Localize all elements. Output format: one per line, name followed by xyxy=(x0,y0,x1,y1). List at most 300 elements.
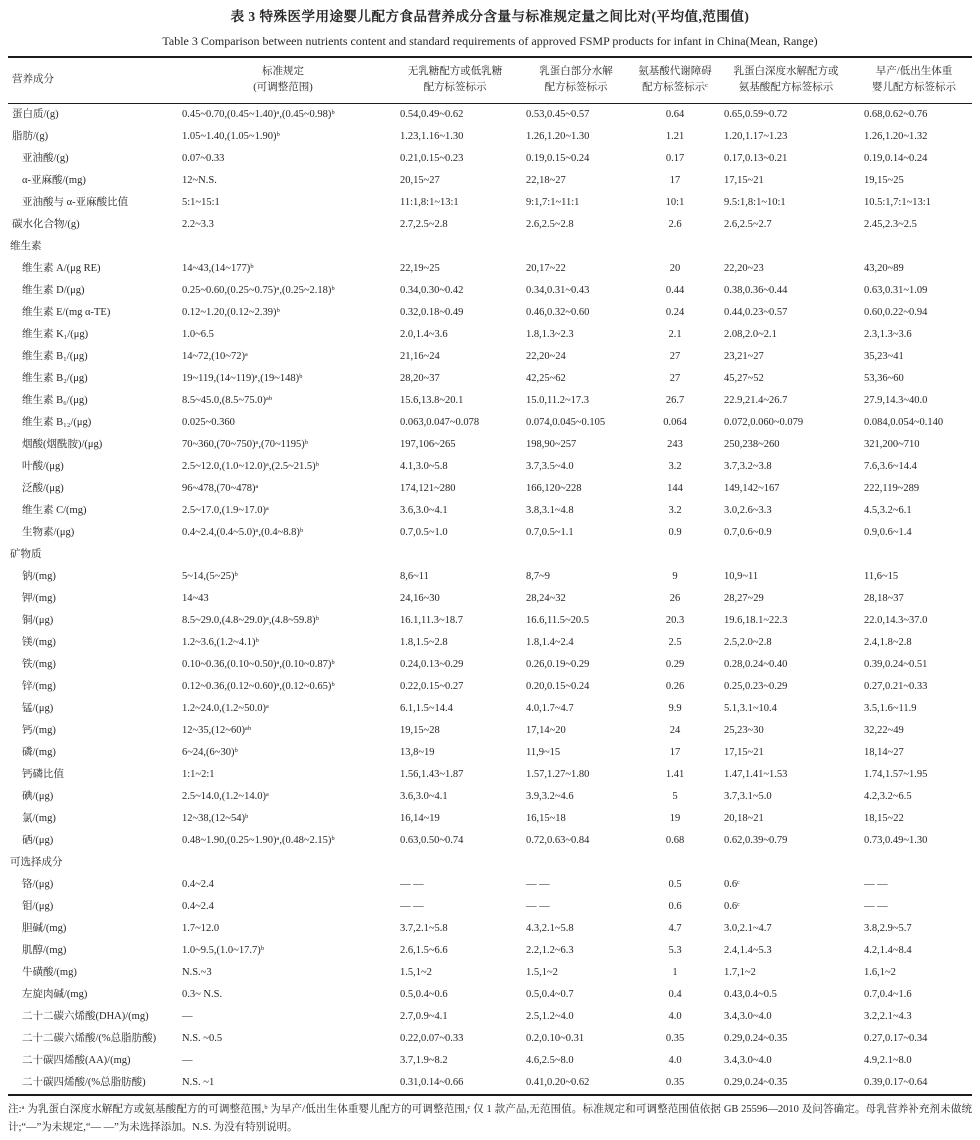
table-row xyxy=(8,1028,972,1050)
table-row xyxy=(8,324,972,346)
table-cell-extensively-hydrolyzed: 3.0,2.1~4.7 xyxy=(724,923,772,934)
table-cell-lactose-free: 3.7,2.1~5.8 xyxy=(400,923,448,934)
table-cell-amino-acid-metabolism: 144 xyxy=(667,483,683,494)
table-cell-preterm: 35,23~41 xyxy=(864,351,904,362)
col-header-line: 乳蛋白部分水解 xyxy=(539,66,613,77)
table-cell-amino-acid-metabolism: 2.1 xyxy=(668,329,682,340)
row-label: 碳水化合物/(g) xyxy=(12,219,80,230)
table-cell-lactose-free: 0.32,0.18~0.49 xyxy=(400,307,464,318)
table-cell-lactose-free: 16.1,11.3~18.7 xyxy=(400,615,464,626)
table-cell-preterm: 0.73,0.49~1.30 xyxy=(864,835,928,846)
table-cell-extensively-hydrolyzed: 28,27~29 xyxy=(724,593,764,604)
table-cell-lactose-free: 0.5,0.4~0.6 xyxy=(400,989,448,1000)
table-cell-standard: 0.25~0.60,(0.25~0.75)ᵃ,(0.25~2.18)ᵇ xyxy=(182,285,335,296)
table-cell-partially-hydrolyzed: 17,14~20 xyxy=(526,725,566,736)
table-cell-standard xyxy=(174,236,392,258)
table-row xyxy=(8,676,972,698)
col-header-line: 标准规定 xyxy=(262,66,304,77)
table-cell-amino-acid-metabolism: 1 xyxy=(672,967,678,978)
table-cell-amino-acid-metabolism: 3.2 xyxy=(668,461,682,472)
table-cell-partially-hydrolyzed: 4.0,1.7~4.7 xyxy=(526,703,574,714)
table-cell-standard: N.S.~3 xyxy=(182,967,212,978)
table-cell-preterm: 4.2,1.4~8.4 xyxy=(864,945,912,956)
table-row xyxy=(8,588,972,610)
table-cell-standard: 0.4~2.4 xyxy=(182,901,214,912)
table-cell-partially-hydrolyzed: 9:1,7:1~11:1 xyxy=(526,197,580,208)
table-cell-preterm: 0.7,0.4~1.6 xyxy=(864,989,912,1000)
table-cell-standard: 19~119,(14~119)ᵃ,(19~148)ᵇ xyxy=(182,373,303,384)
row-label: 维生素 E/(mg α-TE) xyxy=(22,307,111,318)
table-cell-lactose-free: 0.063,0.047~0.078 xyxy=(400,417,480,428)
col-header-preterm-low-birth-weight xyxy=(856,57,972,104)
table-cell-partially-hydrolyzed: 22,18~27 xyxy=(526,175,566,186)
table-cell-preterm: 53,36~60 xyxy=(864,373,904,384)
table-cell-partially-hydrolyzed: 166,120~228 xyxy=(526,483,582,494)
table-cell-lactose-free: — — xyxy=(400,901,424,912)
table-cell-preterm: 2.4,1.8~2.8 xyxy=(864,637,912,648)
table-cell-standard: 14~72,(10~72)ᵃ xyxy=(182,351,248,362)
table-cell-extensively-hydrolyzed: 3.7,3.2~3.8 xyxy=(724,461,772,472)
table-row xyxy=(8,236,972,258)
table-cell-preterm: 1.26,1.20~1.32 xyxy=(864,131,928,142)
table-cell-standard: N.S. ~1 xyxy=(182,1077,215,1088)
table-cell-amino-acid-metabolism: 5.3 xyxy=(668,945,682,956)
col-header-line: 氨基酸代谢障碍 xyxy=(638,66,712,77)
table-row xyxy=(8,302,972,324)
table-cell-lactose-free xyxy=(392,544,518,566)
table-row xyxy=(8,984,972,1006)
table-cell-partially-hydrolyzed: 8,7~9 xyxy=(526,571,551,582)
col-header-line: (可调整范围) xyxy=(253,82,313,93)
table-cell-partially-hydrolyzed: 2.5,1.2~4.0 xyxy=(526,1011,574,1022)
table-cell-standard: 0.48~1.90,(0.25~1.90)ᵃ,(0.48~2.15)ᵇ xyxy=(182,835,335,846)
table-row xyxy=(8,1072,972,1095)
table-cell-amino-acid-metabolism: 5 xyxy=(672,791,678,802)
table-cell-amino-acid-metabolism: 20.3 xyxy=(665,615,685,626)
table-row xyxy=(8,104,972,127)
table-cell-partially-hydrolyzed: 22,20~24 xyxy=(526,351,566,362)
table-row xyxy=(8,764,972,786)
table-cell-extensively-hydrolyzed: 2.4,1.4~5.3 xyxy=(724,945,772,956)
table-cell-extensively-hydrolyzed: 22.9,21.4~26.7 xyxy=(724,395,788,406)
table-cell-preterm: 3.2,2.1~4.3 xyxy=(864,1011,912,1022)
table-cell-extensively-hydrolyzed: 0.7,0.6~0.9 xyxy=(724,527,772,538)
table-cell-lactose-free: 8,6~11 xyxy=(400,571,429,582)
col-header-standard xyxy=(174,57,392,104)
row-label: 二十碳四烯酸/(%总脂肪酸) xyxy=(22,1077,146,1088)
table-cell-preterm xyxy=(856,544,972,566)
table-footnote: 注:ᵃ 为乳蛋白深度水解配方或氨基酸配方的可调整范围,ᵇ 为早产/低出生体重婴儿配方的可调整范围,ᶜ 仅 1 款产品,无范围值。标准规定和可调整范围值依据 GB 25596—2010 及问答确定。母乳营养补充剂未做统计;“—”为未规定,“— —”为未选择添加。N.S. 为没有特别说明。 xyxy=(8,1104,972,1133)
table-cell-extensively-hydrolyzed: 149,142~167 xyxy=(724,483,780,494)
table-cell-standard: — xyxy=(182,1011,193,1022)
col-header-line: 无乳糖配方或低乳糖 xyxy=(407,66,503,77)
table-row xyxy=(8,280,972,302)
row-label: 维生素 C/(mg) xyxy=(22,505,87,516)
table-cell-standard: 1.05~1.40,(1.05~1.90)ᵇ xyxy=(182,131,280,142)
table-cell-preterm: 0.27,0.21~0.33 xyxy=(864,681,928,692)
row-label: 胆碱/(mg) xyxy=(22,923,67,934)
row-label: 脂肪/(g) xyxy=(12,131,49,142)
table-cell-partially-hydrolyzed: 0.19,0.15~0.24 xyxy=(526,153,590,164)
table-cell-lactose-free: 20,15~27 xyxy=(400,175,440,186)
row-label: 可选择成分 xyxy=(10,857,63,868)
row-label: 矿物质 xyxy=(10,549,42,560)
table-cell-standard: 12~35,(12~60)ᵃᵇ xyxy=(182,725,252,736)
table-cell-partially-hydrolyzed: 28,24~32 xyxy=(526,593,566,604)
table-cell-partially-hydrolyzed: 4.6,2.5~8.0 xyxy=(526,1055,574,1066)
table-cell-partially-hydrolyzed: 2.2,1.2~6.3 xyxy=(526,945,574,956)
table-cell-preterm: 4.2,3.2~6.5 xyxy=(864,791,912,802)
row-label: 左旋肉碱/(mg) xyxy=(22,989,88,1000)
table-row xyxy=(8,258,972,280)
table-cell-amino-acid-metabolism: 9.9 xyxy=(668,703,682,714)
table-cell-standard: 1.0~6.5 xyxy=(182,329,214,340)
table-cell-preterm: 28,18~37 xyxy=(864,593,904,604)
table-cell-partially-hydrolyzed: 0.34,0.31~0.43 xyxy=(526,285,590,296)
table-cell-standard: 70~360,(70~750)ᵃ,(70~1195)ᵇ xyxy=(182,439,309,450)
table-cell-amino-acid-metabolism: 0.064 xyxy=(663,417,687,428)
table-cell-lactose-free: 0.31,0.14~0.66 xyxy=(400,1077,464,1088)
col-header-line: 配方标签标示ᶜ xyxy=(642,82,708,93)
table-cell-standard: 0.4~2.4 xyxy=(182,879,214,890)
table-cell-standard: 2.5~17.0,(1.9~17.0)ᵃ xyxy=(182,505,269,516)
table-cell-partially-hydrolyzed: 0.074,0.045~0.105 xyxy=(526,417,606,428)
table-cell-extensively-hydrolyzed: 5.1,3.1~10.4 xyxy=(724,703,777,714)
table-cell-partially-hydrolyzed: 0.72,0.63~0.84 xyxy=(526,835,590,846)
table-cell-standard: 14~43,(14~177)ᵇ xyxy=(182,263,254,274)
table-cell-lactose-free: 1.8,1.5~2.8 xyxy=(400,637,448,648)
row-label: 二十二碳六烯酸/(%总脂肪酸) xyxy=(22,1033,157,1044)
table-cell-extensively-hydrolyzed: 0.62,0.39~0.79 xyxy=(724,835,788,846)
table-row xyxy=(8,940,972,962)
row-label: 硒/(μg) xyxy=(22,835,54,846)
col-header-extensively-hydrolyzed xyxy=(716,57,856,104)
table-cell-preterm: 0.19,0.14~0.24 xyxy=(864,153,928,164)
table-cell-amino-acid-metabolism: 1.21 xyxy=(665,131,685,142)
table-row xyxy=(8,654,972,676)
table-cell-partially-hydrolyzed: 1.57,1.27~1.80 xyxy=(526,769,590,780)
table-cell-extensively-hydrolyzed: 0.29,0.24~0.35 xyxy=(724,1033,788,1044)
row-label: 维生素 B₁₂/(μg) xyxy=(22,417,92,428)
table-cell-standard: 8.5~45.0,(8.5~75.0)ᵃᵇ xyxy=(182,395,273,406)
table-cell-amino-acid-metabolism: 0.4 xyxy=(668,989,682,1000)
table-cell-standard: 1.7~12.0 xyxy=(182,923,220,934)
table-cell-standard: 1.2~3.6,(1.2~4.1)ᵇ xyxy=(182,637,259,648)
table-cell-extensively-hydrolyzed: 250,238~260 xyxy=(724,439,780,450)
table-cell-amino-acid-metabolism: 10:1 xyxy=(665,197,685,208)
table-cell-amino-acid-metabolism: 0.17 xyxy=(665,153,685,164)
table-row xyxy=(8,544,972,566)
table-cell-standard xyxy=(174,544,392,566)
table-cell-preterm: 0.084,0.054~0.140 xyxy=(864,417,944,428)
table-cell-partially-hydrolyzed: 20,17~22 xyxy=(526,263,566,274)
table-cell-lactose-free: 24,16~30 xyxy=(400,593,440,604)
table-cell-preterm: 11,6~15 xyxy=(864,571,899,582)
table-cell-lactose-free: 0.34,0.30~0.42 xyxy=(400,285,464,296)
table-cell-preterm: 18,14~27 xyxy=(864,747,904,758)
table-cell-lactose-free: 16,14~19 xyxy=(400,813,440,824)
table-cell-extensively-hydrolyzed: 19.6,18.1~22.3 xyxy=(724,615,788,626)
table-cell-partially-hydrolyzed: 0.2,0.10~0.31 xyxy=(526,1033,585,1044)
table-cell-lactose-free: 1.23,1.16~1.30 xyxy=(400,131,464,142)
row-label: 维生素 xyxy=(10,241,42,252)
table-cell-preterm: 32,22~49 xyxy=(864,725,904,736)
table-cell-partially-hydrolyzed: 2.6,2.5~2.8 xyxy=(526,219,574,230)
table-cell-partially-hydrolyzed: 15.0,11.2~17.3 xyxy=(526,395,590,406)
table-cell-partially-hydrolyzed: 0.20,0.15~0.24 xyxy=(526,681,590,692)
table-cell-preterm: 1.6,1~2 xyxy=(864,967,896,978)
table-cell-preterm: — — xyxy=(864,879,888,890)
table-cell-preterm: 2.3,1.3~3.6 xyxy=(864,329,912,340)
table-cell-standard: 6~24,(6~30)ᵇ xyxy=(182,747,238,758)
table-row xyxy=(8,1006,972,1028)
row-label: 维生素 K₁/(μg) xyxy=(22,329,89,340)
table-cell-partially-hydrolyzed: — — xyxy=(526,879,550,890)
row-label: 钼/(μg) xyxy=(22,901,54,912)
table-cell-amino-acid-metabolism: 26 xyxy=(669,593,681,604)
table-cell-standard: 0.4~2.4,(0.4~5.0)ᵃ,(0.4~8.8)ᵇ xyxy=(182,527,304,538)
table-cell-extensively-hydrolyzed: 0.6ᶜ xyxy=(724,901,740,912)
table-cell-lactose-free: 197,106~265 xyxy=(400,439,456,450)
table-cell-amino-acid-metabolism: 26.7 xyxy=(665,395,685,406)
table-cell-amino-acid-metabolism: 0.6 xyxy=(668,901,682,912)
table-cell-amino-acid-metabolism: 9 xyxy=(672,571,678,582)
table-cell-lactose-free: 28,20~37 xyxy=(400,373,440,384)
table-cell-standard: 14~43 xyxy=(182,593,209,604)
table-row xyxy=(8,148,972,170)
table-cell-amino-acid-metabolism xyxy=(634,852,716,874)
table-cell-partially-hydrolyzed: 0.26,0.19~0.29 xyxy=(526,659,590,670)
table-cell-preterm: 0.39,0.24~0.51 xyxy=(864,659,928,670)
table-cell-extensively-hydrolyzed: 1.7,1~2 xyxy=(724,967,756,978)
table-cell-lactose-free: 2.6,1.5~6.6 xyxy=(400,945,448,956)
table-cell-standard: 0.025~0.360 xyxy=(182,417,235,428)
table-row xyxy=(8,962,972,984)
table-cell-preterm: 1.74,1.57~1.95 xyxy=(864,769,928,780)
table-cell-amino-acid-metabolism: 0.35 xyxy=(665,1033,685,1044)
row-label: 氯/(mg) xyxy=(22,813,56,824)
table-cell-standard: 0.3~ N.S. xyxy=(182,989,223,1000)
table-cell-lactose-free: 4.1,3.0~5.8 xyxy=(400,461,448,472)
table-cell-partially-hydrolyzed xyxy=(518,544,634,566)
nutrients-comparison-table xyxy=(8,56,972,1096)
table-cell-extensively-hydrolyzed: 9.5:1,8:1~10:1 xyxy=(724,197,786,208)
row-label: 碘/(μg) xyxy=(22,791,54,802)
table-cell-standard: 12~N.S. xyxy=(182,175,217,186)
row-label: 蛋白质/(g) xyxy=(12,109,59,120)
row-label: 维生素 B₂/(μg) xyxy=(22,373,88,384)
table-cell-lactose-free xyxy=(392,852,518,874)
table-cell-partially-hydrolyzed: 42,25~62 xyxy=(526,373,566,384)
row-label: 维生素 A/(μg RE) xyxy=(22,263,101,274)
table-cell-partially-hydrolyzed xyxy=(518,236,634,258)
row-label: 泛酸/(μg) xyxy=(22,483,64,494)
table-cell-preterm: 0.27,0.17~0.34 xyxy=(864,1033,928,1044)
row-label: 叶酸/(μg) xyxy=(22,461,64,472)
table-cell-preterm: 0.63,0.31~1.09 xyxy=(864,285,928,296)
table-cell-amino-acid-metabolism: 3.2 xyxy=(668,505,682,516)
table-cell-lactose-free: 0.22,0.07~0.33 xyxy=(400,1033,464,1044)
table-cell-amino-acid-metabolism: 0.64 xyxy=(665,109,685,120)
table-cell-lactose-free: 2.7,2.5~2.8 xyxy=(400,219,448,230)
table-row xyxy=(8,632,972,654)
table-cell-partially-hydrolyzed: 3.7,3.5~4.0 xyxy=(526,461,574,472)
row-label: 亚油酸/(g) xyxy=(22,153,69,164)
col-header-line: 营养成分 xyxy=(12,74,54,85)
table-header-row xyxy=(8,57,972,104)
table-cell-extensively-hydrolyzed: 3.0,2.6~3.3 xyxy=(724,505,772,516)
table-row xyxy=(8,786,972,808)
table-cell-standard xyxy=(174,852,392,874)
table-cell-partially-hydrolyzed: 3.9,3.2~4.6 xyxy=(526,791,574,802)
table-title-english: Table 3 Comparison between nutrients content and standard requirements of approved FSMP products for infant in China(Mean, Range) xyxy=(162,34,818,48)
table-cell-standard: 1.0~9.5,(1.0~17.7)ᵇ xyxy=(182,945,264,956)
table-cell-standard: 12~38,(12~54)ᵇ xyxy=(182,813,249,824)
row-label: 肌醇/(mg) xyxy=(22,945,67,956)
table-cell-lactose-free: 1.56,1.43~1.87 xyxy=(400,769,464,780)
table-cell-amino-acid-metabolism: 4.7 xyxy=(668,923,682,934)
table-cell-amino-acid-metabolism: 4.0 xyxy=(668,1055,682,1066)
table-cell-extensively-hydrolyzed: 2.08,2.0~2.1 xyxy=(724,329,777,340)
table-cell-standard: 0.12~0.36,(0.12~0.60)ᵃ,(0.12~0.65)ᵇ xyxy=(182,681,335,692)
table-cell-lactose-free: 19,15~28 xyxy=(400,725,440,736)
table-cell-amino-acid-metabolism: 0.24 xyxy=(665,307,685,318)
table-cell-lactose-free: 11:1,8:1~13:1 xyxy=(400,197,459,208)
table-cell-lactose-free: 0.63,0.50~0.74 xyxy=(400,835,464,846)
table-cell-preterm: 222,119~289 xyxy=(864,483,920,494)
table-cell-amino-acid-metabolism: 0.5 xyxy=(668,879,682,890)
table-cell-preterm: — — xyxy=(864,901,888,912)
table-row xyxy=(8,500,972,522)
table-cell-amino-acid-metabolism: 27 xyxy=(669,351,681,362)
table-cell-extensively-hydrolyzed: 22,20~23 xyxy=(724,263,764,274)
table-cell-preterm: 4.5,3.2~6.1 xyxy=(864,505,912,516)
table-cell-lactose-free: 22,19~25 xyxy=(400,263,440,274)
table-row xyxy=(8,610,972,632)
col-header-line: 配方标签标示 xyxy=(544,82,608,93)
table-row xyxy=(8,412,972,434)
table-row xyxy=(8,170,972,192)
table-cell-standard: 0.07~0.33 xyxy=(182,153,225,164)
table-row xyxy=(8,698,972,720)
table-cell-amino-acid-metabolism: 17 xyxy=(669,747,681,758)
table-cell-lactose-free: 3.6,3.0~4.1 xyxy=(400,791,448,802)
col-header-line: 婴儿配方标签标示 xyxy=(872,82,956,93)
table-cell-partially-hydrolyzed: 3.8,3.1~4.8 xyxy=(526,505,574,516)
row-label: 铜/(μg) xyxy=(22,615,54,626)
row-label: 磷/(mg) xyxy=(22,747,56,758)
table-cell-partially-hydrolyzed: 4.3,2.1~5.8 xyxy=(526,923,574,934)
col-header-lactose-free xyxy=(392,57,518,104)
table-row xyxy=(8,1050,972,1072)
table-cell-amino-acid-metabolism: 20 xyxy=(669,263,681,274)
table-cell-standard: N.S. ~0.5 xyxy=(182,1033,223,1044)
table-cell-standard: 8.5~29.0,(4.8~29.0)ᵃ,(4.8~59.8)ᵇ xyxy=(182,615,319,626)
table-cell-preterm: 7.6,3.6~14.4 xyxy=(864,461,917,472)
table-cell-partially-hydrolyzed: 0.41,0.20~0.62 xyxy=(526,1077,590,1088)
table-cell-preterm: 27.9,14.3~40.0 xyxy=(864,395,928,406)
table-cell-amino-acid-metabolism: 4.0 xyxy=(668,1011,682,1022)
table-cell-amino-acid-metabolism: 17 xyxy=(669,175,681,186)
table-row xyxy=(8,742,972,764)
table-cell-amino-acid-metabolism xyxy=(634,236,716,258)
table-cell-preterm: 19,15~25 xyxy=(864,175,904,186)
table-cell-amino-acid-metabolism: 0.68 xyxy=(665,835,685,846)
row-label: 钾/(mg) xyxy=(22,593,56,604)
table-cell-extensively-hydrolyzed: 2.5,2.0~2.8 xyxy=(724,637,772,648)
table-cell-standard: 0.45~0.70,(0.45~1.40)ᵃ,(0.45~0.98)ᵇ xyxy=(182,109,335,120)
row-label: 钙磷比值 xyxy=(22,769,64,780)
table-cell-extensively-hydrolyzed: 0.65,0.59~0.72 xyxy=(724,109,788,120)
row-label: 维生素 B₆/(μg) xyxy=(22,395,88,406)
table-cell-lactose-free: 2.0,1.4~3.6 xyxy=(400,329,448,340)
table-cell-extensively-hydrolyzed: 3.4,3.0~4.0 xyxy=(724,1055,772,1066)
table-cell-extensively-hydrolyzed: 0.28,0.24~0.40 xyxy=(724,659,788,670)
table-row xyxy=(8,918,972,940)
table-cell-extensively-hydrolyzed: 17,15~21 xyxy=(724,175,764,186)
table-cell-extensively-hydrolyzed: 0.29,0.24~0.35 xyxy=(724,1077,788,1088)
table-cell-amino-acid-metabolism: 27 xyxy=(669,373,681,384)
col-header-nutrient xyxy=(8,57,174,104)
table-cell-amino-acid-metabolism: 24 xyxy=(669,725,681,736)
table-cell-preterm xyxy=(856,852,972,874)
table-row xyxy=(8,830,972,852)
table-cell-preterm: 2.45,2.3~2.5 xyxy=(864,219,917,230)
table-cell-preterm: 22.0,14.3~37.0 xyxy=(864,615,928,626)
table-cell-partially-hydrolyzed: — — xyxy=(526,901,550,912)
table-row xyxy=(8,896,972,918)
table-cell-preterm: 0.68,0.62~0.76 xyxy=(864,109,928,120)
table-row xyxy=(8,852,972,874)
table-row xyxy=(8,126,972,148)
table-row xyxy=(8,192,972,214)
table-cell-extensively-hydrolyzed: 25,23~30 xyxy=(724,725,764,736)
table-cell-preterm: 321,200~710 xyxy=(864,439,920,450)
col-header-line: 氨基酸配方标签标示 xyxy=(738,82,834,93)
table-cell-standard: 96~478,(70~478)ᵃ xyxy=(182,483,259,494)
table-row xyxy=(8,874,972,896)
table-cell-amino-acid-metabolism: 1.41 xyxy=(665,769,685,780)
table-cell-amino-acid-metabolism xyxy=(634,544,716,566)
row-label: 二十碳四烯酸(AA)/(mg) xyxy=(22,1055,131,1066)
table-cell-lactose-free: 0.54,0.49~0.62 xyxy=(400,109,464,120)
table-row xyxy=(8,456,972,478)
table-cell-lactose-free: 15.6,13.8~20.1 xyxy=(400,395,464,406)
table-cell-lactose-free xyxy=(392,236,518,258)
table-cell-standard: 2.5~12.0,(1.0~12.0)ᵃ,(2.5~21.5)ᵇ xyxy=(182,461,319,472)
table-cell-amino-acid-metabolism: 0.29 xyxy=(665,659,685,670)
table-cell-partially-hydrolyzed: 1.5,1~2 xyxy=(526,967,558,978)
table-cell-extensively-hydrolyzed: 2.6,2.5~2.7 xyxy=(724,219,772,230)
col-header-line: 配方标签标示 xyxy=(423,82,487,93)
row-label: 锌/(mg) xyxy=(22,681,56,692)
table-cell-amino-acid-metabolism: 0.9 xyxy=(668,527,682,538)
table-row xyxy=(8,478,972,500)
table-cell-preterm: 43,20~89 xyxy=(864,263,904,274)
table-cell-extensively-hydrolyzed: 0.6ᶜ xyxy=(724,879,740,890)
table-cell-standard: 2.5~14.0,(1.2~14.0)ᵃ xyxy=(182,791,269,802)
table-cell-partially-hydrolyzed: 0.7,0.5~1.1 xyxy=(526,527,574,538)
table-cell-lactose-free: 0.21,0.15~0.23 xyxy=(400,153,464,164)
table-cell-extensively-hydrolyzed: 0.17,0.13~0.21 xyxy=(724,153,788,164)
table-cell-lactose-free: 2.7,0.9~4.1 xyxy=(400,1011,448,1022)
row-label: α-亚麻酸/(mg) xyxy=(22,175,86,186)
table-cell-partially-hydrolyzed: 1.8,1.3~2.3 xyxy=(526,329,574,340)
table-cell-amino-acid-metabolism: 243 xyxy=(667,439,683,450)
col-header-line: 早产/低出生体重 xyxy=(875,66,953,77)
table-cell-extensively-hydrolyzed: 0.38,0.36~0.44 xyxy=(724,285,788,296)
table-cell-extensively-hydrolyzed: 20,18~21 xyxy=(724,813,764,824)
